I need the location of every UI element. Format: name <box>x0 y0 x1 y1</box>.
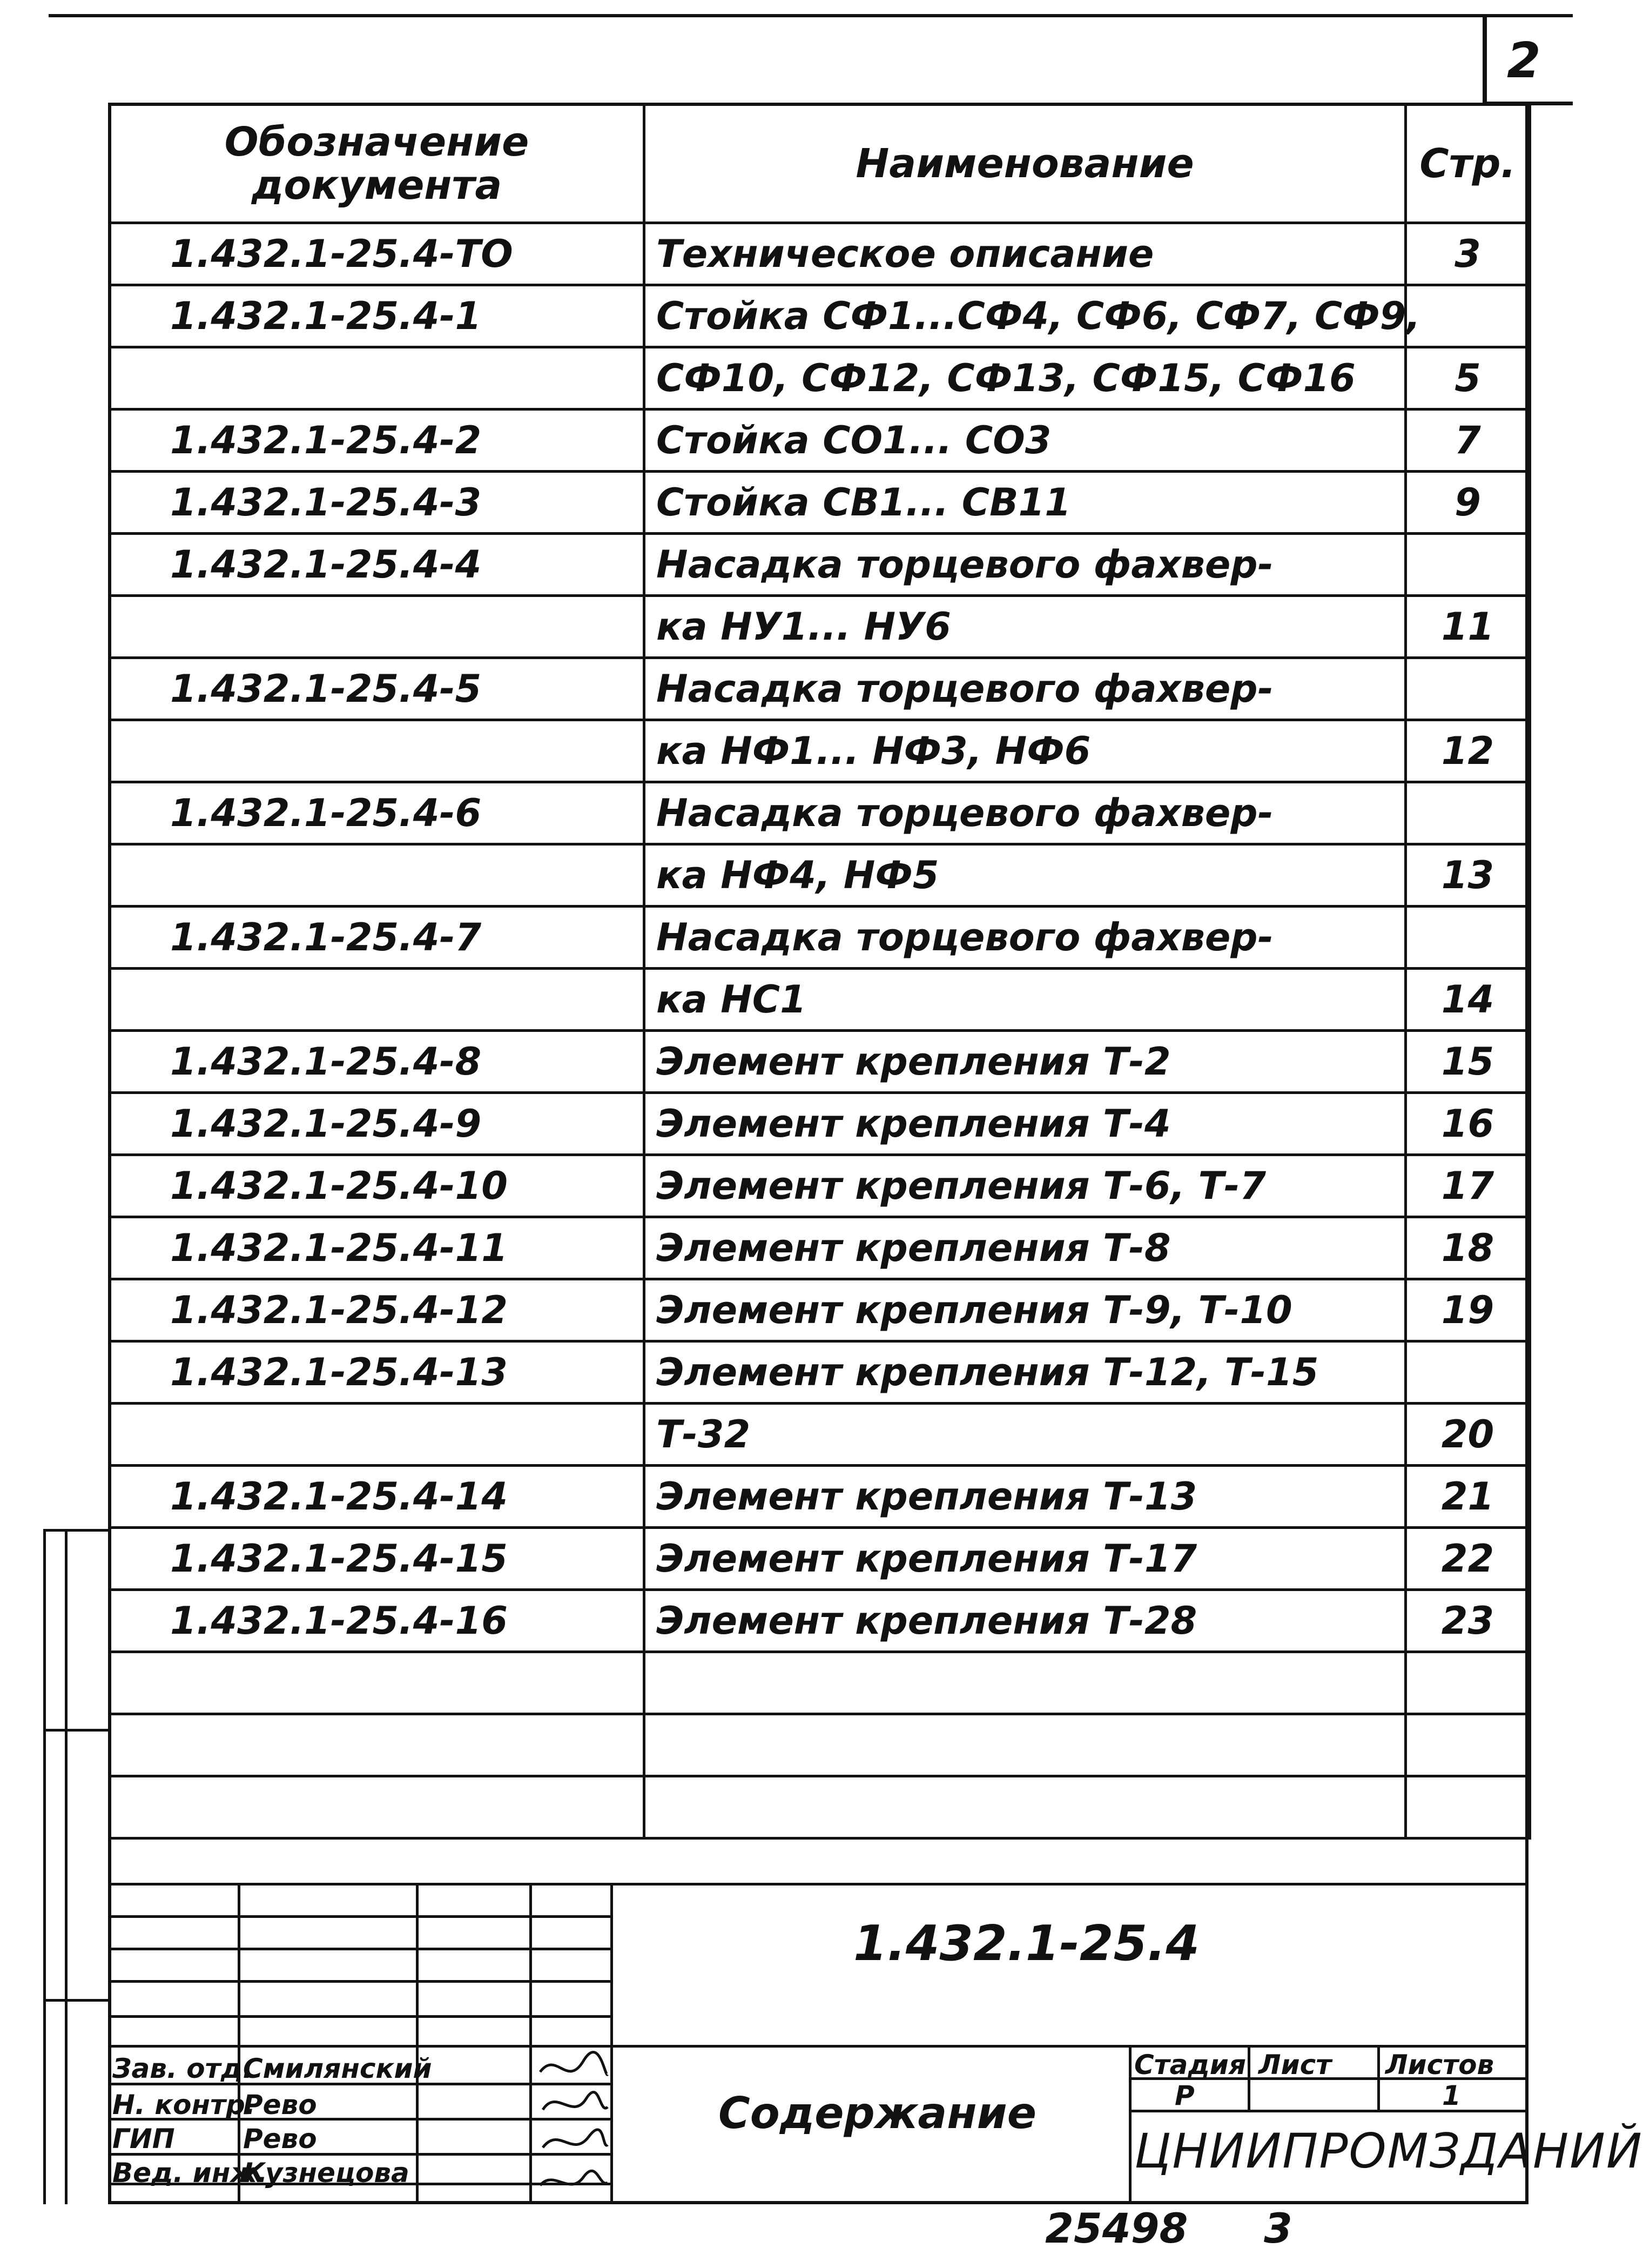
signature-name-2: Рево <box>243 2089 317 2121</box>
row-designation: 1.432.1-25.4-14 <box>110 1466 644 1528</box>
table-row <box>110 596 1530 658</box>
header-designation: Обозначение документа <box>110 104 644 223</box>
row-page <box>1406 1776 1530 1838</box>
table-row <box>110 907 1530 969</box>
row-designation: 1.432.1-25.4-5 <box>110 658 644 720</box>
document-title: Содержание <box>718 2088 1036 2138</box>
row-page: 5 <box>1406 347 1530 410</box>
row-page <box>1406 534 1530 596</box>
stage-label: Стадия <box>1134 2049 1246 2081</box>
header-page: Стр. <box>1406 104 1530 223</box>
row-designation: 1.432.1-25.4-ТО <box>110 223 644 285</box>
row-name: Элемент крепления Т-9, Т-10 <box>644 1279 1406 1341</box>
row-designation: 1.432.1-25.4-7 <box>110 907 644 969</box>
row-name: Элемент крепления Т-13 <box>644 1466 1406 1528</box>
row-designation <box>110 596 644 658</box>
row-page: 9 <box>1406 472 1530 534</box>
row-designation <box>110 1652 644 1714</box>
row-name: Элемент крепления Т-12, Т-15 <box>644 1341 1406 1404</box>
row-name: Стойка СО1... СО3 <box>644 410 1406 472</box>
signature-role-4: Вед. инж. <box>112 2157 268 2189</box>
table-row <box>110 347 1530 410</box>
row-designation: 1.432.1-25.4-6 <box>110 782 644 844</box>
table-row <box>110 782 1530 844</box>
row-designation: 1.432.1-25.4-1 <box>110 285 644 347</box>
row-name: Стойка СВ1... СВ11 <box>644 472 1406 534</box>
table-row <box>110 1404 1530 1466</box>
footer-sheet-number: 3 <box>1264 2204 1292 2252</box>
row-name: Стойка СФ1...СФ4, СФ6, СФ7, СФ9, <box>644 285 1406 347</box>
table-row <box>110 285 1530 347</box>
header-row <box>110 104 1530 223</box>
table-row <box>110 658 1530 720</box>
row-name: Элемент крепления Т-17 <box>644 1528 1406 1590</box>
row-designation <box>110 844 644 907</box>
row-designation <box>110 1714 644 1776</box>
row-designation: 1.432.1-25.4-2 <box>110 410 644 472</box>
row-name: Насадка торцевого фахвер- <box>644 907 1406 969</box>
organization-name: ЦНИИПРОМЗДАНИЙ <box>1134 2123 1643 2179</box>
signature-name-1: Смилянский <box>243 2053 432 2084</box>
left-margin-stamp <box>43 1529 108 2204</box>
sheets-label: Листов <box>1385 2049 1494 2081</box>
row-designation: 1.432.1-25.4-8 <box>110 1031 644 1093</box>
table-row <box>110 1341 1530 1404</box>
row-name: Техническое описание <box>644 223 1406 285</box>
row-page: 18 <box>1406 1217 1530 1279</box>
row-name: Элемент крепления Т-28 <box>644 1590 1406 1652</box>
row-page: 19 <box>1406 1279 1530 1341</box>
row-page: 16 <box>1406 1093 1530 1155</box>
row-page: 3 <box>1406 223 1530 285</box>
row-name: Насадка торцевого фахвер- <box>644 658 1406 720</box>
row-name: Насадка торцевого фахвер- <box>644 782 1406 844</box>
row-page: 22 <box>1406 1528 1530 1590</box>
row-name <box>644 1714 1406 1776</box>
row-page: 14 <box>1406 969 1530 1031</box>
row-page: 15 <box>1406 1031 1530 1093</box>
row-name: ка НУ1... НУ6 <box>644 596 1406 658</box>
row-name: Насадка торцевого фахвер- <box>644 534 1406 596</box>
row-name <box>644 1652 1406 1714</box>
row-designation: 1.432.1-25.4-4 <box>110 534 644 596</box>
signature-name-3: Рево <box>243 2123 317 2155</box>
table-row <box>110 844 1530 907</box>
signature-role-3: ГИП <box>112 2123 175 2155</box>
table-row <box>110 223 1530 285</box>
table-row <box>110 1093 1530 1155</box>
table-row <box>110 410 1530 472</box>
title-block <box>108 1883 1643 2204</box>
row-designation: 1.432.1-25.4-9 <box>110 1093 644 1155</box>
row-designation: 1.432.1-25.4-15 <box>110 1528 644 1590</box>
row-designation: 1.432.1-25.4-16 <box>110 1590 644 1652</box>
table-row <box>110 1031 1530 1093</box>
row-designation <box>110 1404 644 1466</box>
table-row <box>110 1714 1530 1776</box>
row-page: 12 <box>1406 720 1530 782</box>
row-page <box>1406 285 1530 347</box>
document-code: 1.432.1-25.4 <box>853 1915 1200 1972</box>
row-designation <box>110 1776 644 1838</box>
table-row <box>110 1217 1530 1279</box>
row-page: 13 <box>1406 844 1530 907</box>
row-page: 7 <box>1406 410 1530 472</box>
row-page <box>1406 1714 1530 1776</box>
table-row <box>110 720 1530 782</box>
row-name <box>644 1776 1406 1838</box>
row-page: 21 <box>1406 1466 1530 1528</box>
row-name: СФ10, СФ12, СФ13, СФ15, СФ16 <box>644 347 1406 410</box>
page-number: 2 <box>1507 32 1541 89</box>
row-page: 11 <box>1406 596 1530 658</box>
row-designation <box>110 347 644 410</box>
table-row <box>110 1652 1530 1714</box>
row-name: ка НФ1... НФ3, НФ6 <box>644 720 1406 782</box>
table-row <box>110 1155 1530 1217</box>
row-name: ка НФ4, НФ5 <box>644 844 1406 907</box>
row-name: Элемент крепления Т-6, Т-7 <box>644 1155 1406 1217</box>
row-name: Элемент крепления Т-2 <box>644 1031 1406 1093</box>
contents-table <box>108 103 1531 1840</box>
top-border-line <box>49 14 1573 17</box>
row-designation: 1.432.1-25.4-11 <box>110 1217 644 1279</box>
handwritten-signatures <box>535 2050 610 2202</box>
signature-role-2: Н. контр. <box>112 2089 255 2121</box>
row-name: Элемент крепления Т-4 <box>644 1093 1406 1155</box>
row-page: 23 <box>1406 1590 1530 1652</box>
row-designation <box>110 969 644 1031</box>
row-page <box>1406 907 1530 969</box>
row-page: 20 <box>1406 1404 1530 1466</box>
table-row <box>110 534 1530 596</box>
row-designation: 1.432.1-25.4-12 <box>110 1279 644 1341</box>
row-name: Элемент крепления Т-8 <box>644 1217 1406 1279</box>
row-designation: 1.432.1-25.4-13 <box>110 1341 644 1404</box>
table-row <box>110 969 1530 1031</box>
row-page: 17 <box>1406 1155 1530 1217</box>
stage-value: Р <box>1175 2080 1195 2111</box>
table-row <box>110 1590 1530 1652</box>
header-name: Наименование <box>644 104 1406 223</box>
row-designation: 1.432.1-25.4-10 <box>110 1155 644 1217</box>
signature-role-1: Зав. отд. <box>112 2053 253 2084</box>
table-row <box>110 1528 1530 1590</box>
signature-name-4: Кузнецова <box>243 2157 409 2189</box>
row-name: ка НС1 <box>644 969 1406 1031</box>
row-page <box>1406 1341 1530 1404</box>
sheets-value: 1 <box>1442 2080 1461 2111</box>
table-row <box>110 1776 1530 1838</box>
table-row <box>110 472 1530 534</box>
table-row <box>110 1466 1530 1528</box>
row-page <box>1406 1652 1530 1714</box>
row-page <box>1406 782 1530 844</box>
table-row <box>110 1279 1530 1341</box>
page-number-box-left <box>1483 14 1487 105</box>
row-designation <box>110 720 644 782</box>
row-page <box>1406 658 1530 720</box>
sheet-label: Лист <box>1258 2049 1332 2081</box>
inventory-number: 25498 <box>1045 2204 1188 2252</box>
row-name: Т-32 <box>644 1404 1406 1466</box>
row-designation: 1.432.1-25.4-3 <box>110 472 644 534</box>
